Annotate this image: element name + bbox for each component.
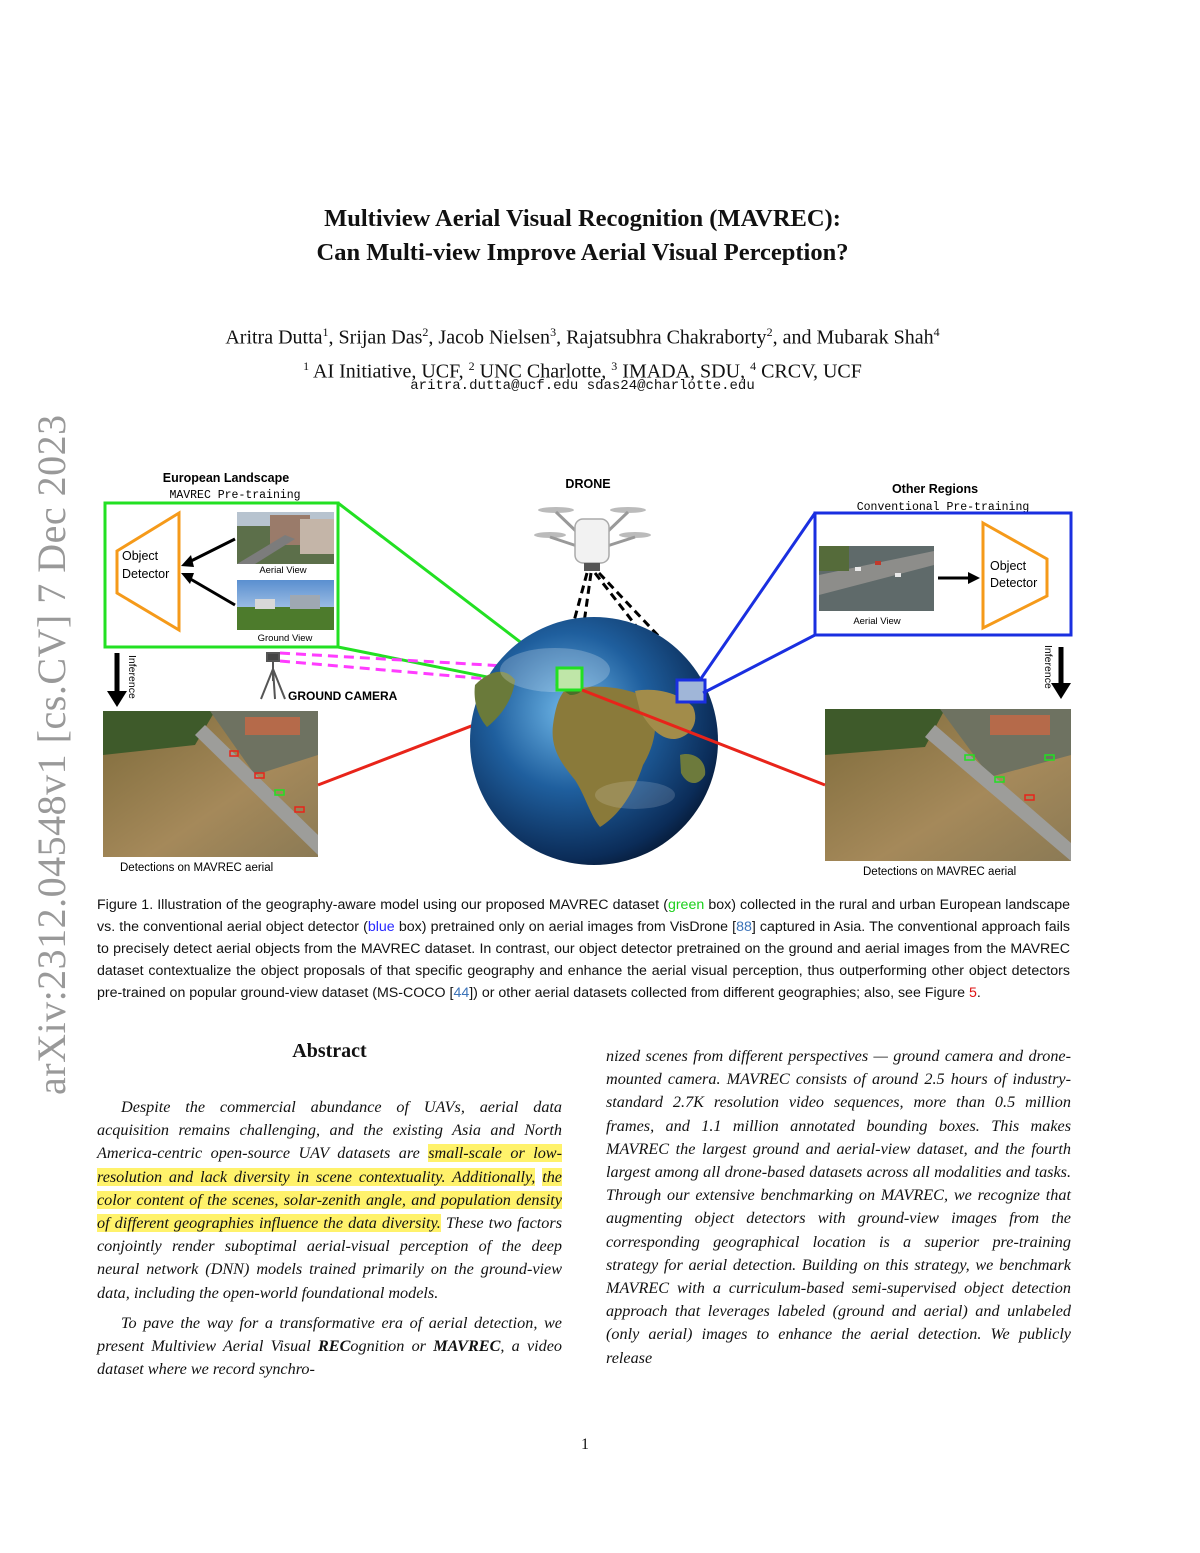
inference-arrow-head [1051, 683, 1071, 699]
figure-caption: Figure 1. Illustration of the geography-aware model using our proposed MAVREC dataset (green box) collected in the rural and urban European landscape vs. the conventional aerial object detector (blue box) pretrained only on aerial images from VisDrone [88] captured in Asia. The conventional approach fails to precisely detect aerial objects from the MAVREC dataset. In contrast, our object detector pretrained on the ground and aerial images from the MAVREC dataset contextualize the object proposals of that specific geography and enhance the aerial visual perception, thus outperforming other object detectors pre-trained on popular ground-view dataset (MS-COCO [44]) or other aerial datasets collected from different geographies; also, see Figure 5. [97, 897, 1070, 1001]
object-detector-label-right: Detector [990, 576, 1038, 590]
author-name: Rajatsubhra Chakraborty [566, 326, 767, 349]
left-panel-title: European Landscape [162, 471, 290, 485]
aerial-view-thumbnail-right [819, 546, 934, 611]
arrow-head [181, 555, 194, 567]
author-name: Aritra Dutta [225, 326, 323, 349]
highlight: small-scale or low-resolution and lack diversity in scene contextuality. Additionally, [97, 1144, 562, 1186]
arxiv-stamp: arXiv:2312.04548v1 [cs.CV] 7 Dec 2023 [29, 414, 74, 1095]
abstract-paragraph: Despite the commercial abundance of UAVs, aerial data acquisition remains challenging, and the existing Asia and North America-centric open-source UAV datasets are small-scale or low-resolution and lack diversity in scene contextuality. Additionally, the color content of the scenes, solar-zenith angle, and population density of different geographies influence the data diversity. These two factors conjointly render suboptimal aerial-visual perception of the deep neural network (DNN) models trained primarily on the ground-view data, including the open-world foundational models. [97, 1098, 562, 1302]
author-name: Jacob Nielsen [438, 326, 551, 349]
abstract-paragraph: To pave the way for a transformative era of aerial detection, we present Multiview Aerial Visual RECognition or MAVREC, a video dataset where we record synchro- [97, 1313, 562, 1379]
object-detector-label-right: Object [990, 559, 1027, 573]
affiliation: IMADA, SDU [622, 360, 741, 383]
drone-label: DRONE [565, 477, 611, 491]
left-panel-subtitle: MAVREC Pre-training [169, 489, 301, 502]
ground-view-label: Ground View [257, 633, 313, 644]
detections-left-image [103, 711, 318, 857]
affiliation: AI Initiative, UCF [313, 360, 459, 383]
aerial-view-label: Aerial View [259, 565, 307, 576]
abstract-heading: Abstract [292, 1040, 367, 1062]
paper-title [160, 202, 1005, 270]
ground-camera-label: GROUND CAMERA [288, 689, 398, 703]
drone-icon [534, 507, 651, 571]
detections-left-label: Detections on MAVREC aerial [120, 862, 274, 874]
projection-line-blue [700, 513, 815, 680]
detections-right-label: Detections on MAVREC aerial [863, 866, 1017, 878]
projection-line-blue [703, 635, 815, 693]
detections-right-image [825, 709, 1071, 861]
inference-label-right: Inference [1042, 645, 1054, 689]
author-name: Mubarak Shah [816, 326, 934, 349]
figure-1 [95, 455, 1085, 885]
abstract-right-column [606, 1045, 1071, 1370]
abstract-paragraph: nized scenes from different perspectives — ground camera and drone-mounted camera. MAVREC consists of around 2.5 hours of industry-standard 2.7K resolution video sequences, more than 0.5 million frames, and 1.1 million annotated bounding boxes. This makes MAVREC the largest ground and aerial-view dataset, and the fourth largest among all drone-based datasets across all modalities and tasks. Through our extensive benchmarking on MAVREC, we recognize that augmenting object detectors with ground-view images from the corresponding geographical location is a superior pre-training strategy for aerial detection. Building on this strategy, we benchmark MAVREC with a curriculum-based semi-supervised object detection approach that leverages labeled (ground and aerial) and unlabeled (only aerial) images to enhance the aerial detection. We publicly release [606, 1047, 1071, 1367]
author-name: Srijan Das [338, 326, 423, 349]
right-panel-subtitle: Conventional Pre-training [856, 501, 1030, 514]
ground-view-thumbnail [237, 580, 334, 630]
author-list: Aritra Dutta$^1$, Srijan Das$^2$, Jacob Nielsen$^3$, Rajatsubhra Chakraborty$^2$, and Mubarak Shah$^4$ [225, 325, 940, 349]
affiliation: UNC Charlotte [479, 360, 602, 383]
inference-label-left: Inference [126, 655, 138, 699]
affiliation: CRCV, UCF [761, 360, 862, 383]
object-detector-label: Detector [122, 567, 170, 581]
earth-globe [470, 617, 718, 865]
arrow-line [187, 539, 235, 563]
aerial-view-thumbnail [237, 512, 334, 564]
arrow-line [187, 577, 235, 605]
right-panel-title: Other Regions [891, 482, 979, 496]
author-emails: aritra.dutta@ucf.edu sdas24@charlotte.edu [410, 378, 755, 394]
figure-link[interactable]: 5 [968, 985, 977, 1001]
abstract-left-column [97, 1096, 562, 1381]
affiliation-list: $^1$ AI Initiative, UCF, $^2$ UNC Charlotte, $^3$ IMADA, SDU, $^4$ CRCV, UCF [303, 358, 862, 383]
citation-link[interactable]: 44 [453, 985, 470, 1001]
page-number: 1 [581, 1436, 589, 1453]
title-line-1: Multiview Aerial Visual Recognition (MAVREC): [324, 205, 841, 232]
authors-block [120, 318, 1045, 385]
object-detector-label: Object [122, 549, 159, 563]
europe-region-box [557, 668, 582, 690]
title-line-2: Can Multi-view Improve Aerial Visual Perception? [316, 239, 849, 266]
highlight: the color content of the scenes, solar-zenith angle, and population density of different geographies influence the data diversity. [97, 1167, 562, 1233]
asia-region-box [677, 680, 705, 702]
inference-arrow-head [107, 691, 127, 707]
aerial-view-label-right: Aerial View [853, 616, 901, 627]
arrow-head [968, 572, 980, 584]
citation-link[interactable]: 88 [736, 919, 752, 935]
